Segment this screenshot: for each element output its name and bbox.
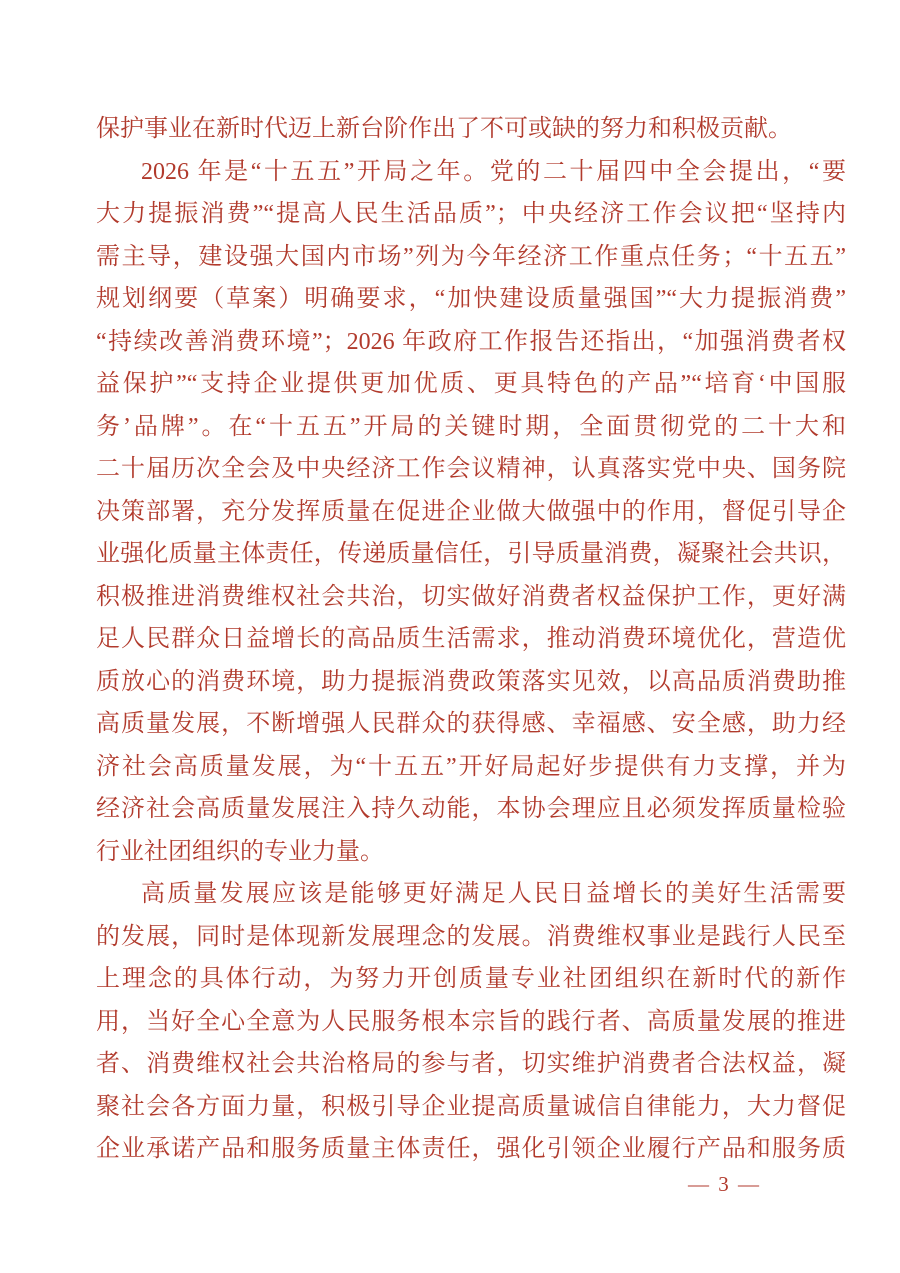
text-line: 聚社会各方面力量，积极引导企业提高质量诚信自律能力，大力督促 [96, 1093, 846, 1120]
text-line: 务’品牌”。在“十五五”开局的关键时期，全面贯彻党的二十大和 [96, 413, 846, 440]
text-line: 质放心的消费环境，助力提振消费政策落实见效，以高品质消费助推 [96, 668, 846, 695]
text-line: 经济社会高质量发展注入持久动能，本协会理应且必须发挥质量检验 [96, 796, 846, 822]
text-line: 大力提振消费”“提高人民生活品质”；中央经济工作会议把“坚持内 [96, 201, 846, 227]
text-line: 企业承诺产品和服务质量主体责任，强化引领企业履行产品和服务质 [96, 1136, 846, 1162]
text-line: 高质量发展应该是能够更好满足人民日益增长的美好生活需要 [141, 881, 846, 907]
text-line: 足人民群众日益增长的高品质生活需求，推动消费环境优化，营造优 [96, 626, 846, 652]
document-body [96, 108, 846, 1171]
text-line: 二十届历次全会及中央经济工作会议精神，认真落实党中央、国务院 [96, 456, 846, 482]
text-line: 保护事业在新时代迈上新台阶作出了不可或缺的努力和积极贡献。 [96, 116, 792, 142]
text-line: 用，当好全心全意为人民服务根本宗旨的践行者、高质量发展的推进 [96, 1008, 846, 1035]
text-line: “持续改善消费环境”；2026 年政府工作报告还指出，“加强消费者权 [96, 328, 846, 355]
text-line: 高质量发展，不断增强人民群众的获得感、幸福感、安全感，助力经 [96, 711, 846, 737]
text-line: 规划纲要（草案）明确要求，“加快建设质量强国”“大力提振消费” [96, 286, 846, 312]
text-line: 业强化质量主体责任，传递质量信任，引导质量消费，凝聚社会共识， [96, 541, 846, 567]
text-line: 行业社团组织的专业力量。 [96, 838, 384, 865]
text-line: 决策部署，充分发挥质量在促进企业做大做强中的作用，督促引导企 [96, 498, 846, 525]
text-line: 上理念的具体行动，为努力开创质量专业社团组织在新时代的新作 [96, 966, 846, 992]
text-line: 济社会高质量发展，为“十五五”开好局起好步提供有力支撑，并为 [96, 753, 846, 780]
text-line: 需主导，建设强大国内市场”列为今年经济工作重点任务；“十五五” [96, 243, 846, 270]
text-line: 益保护”“支持企业提供更加优质、更具特色的产品”“培育‘中国服 [96, 371, 846, 397]
text-line: 积极推进消费维权社会共治，切实做好消费者权益保护工作，更好满 [96, 583, 846, 610]
page-number: — 3 — [688, 1172, 761, 1196]
text-line: 2026 年是“十五五”开局之年。党的二十届四中全会提出，“要 [141, 158, 846, 185]
text-line: 者、消费维权社会共治格局的参与者，切实维护消费者合法权益，凝 [96, 1051, 846, 1077]
text-line: 的发展，同时是体现新发展理念的发展。消费维权事业是践行人民至 [96, 923, 846, 950]
